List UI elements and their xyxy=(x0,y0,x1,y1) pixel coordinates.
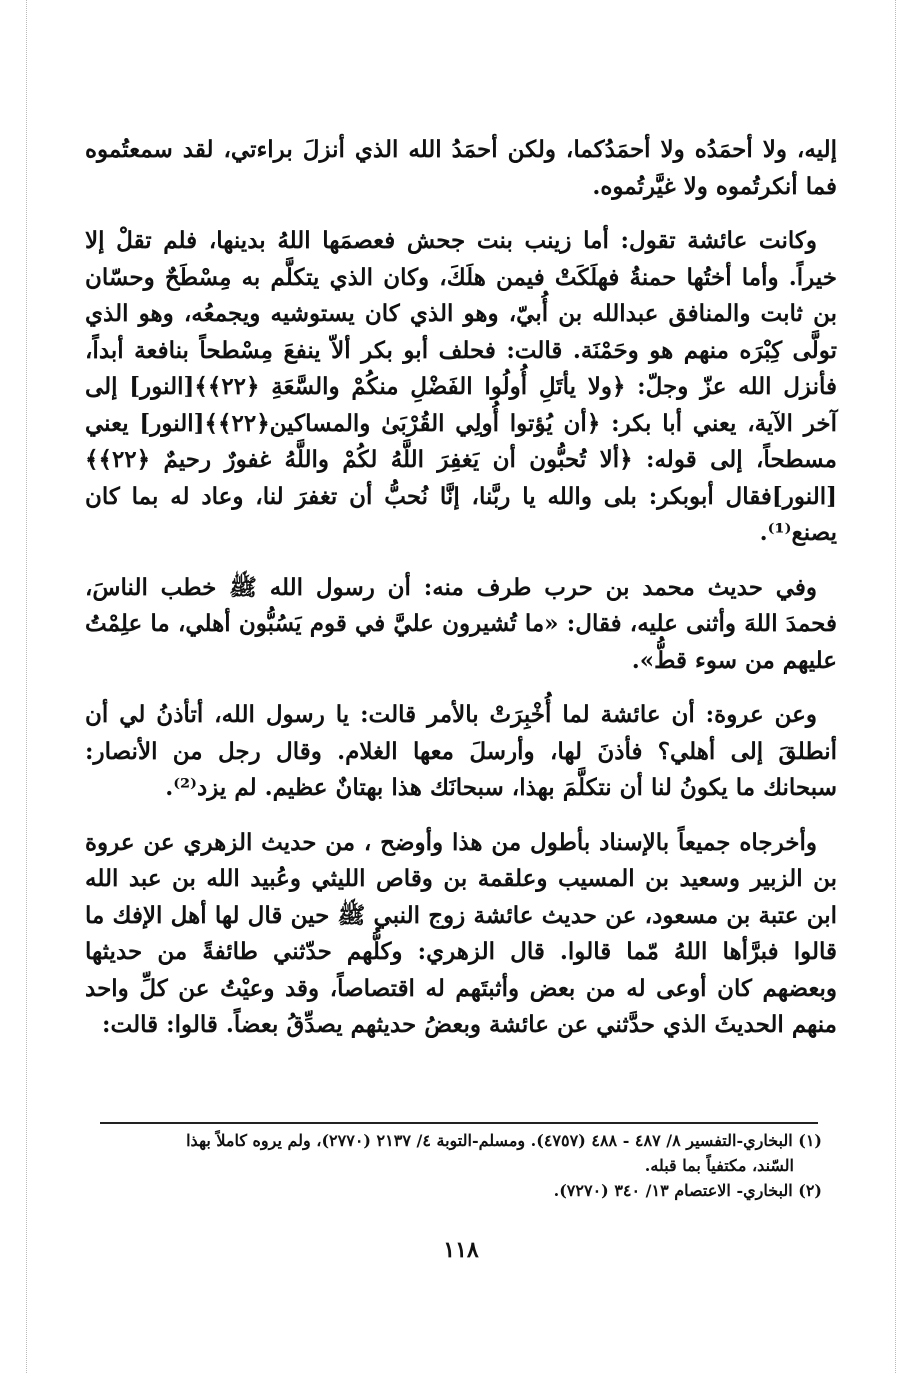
footnotes xyxy=(70,1128,822,1203)
page-number: ١١٨ xyxy=(443,1237,479,1263)
body-text xyxy=(85,132,837,1062)
paragraph-1: إليه، ولا أحمَدُه ولا أحمَدُكما، ولكن أحمَدُ الله الذي أنزلَ براءتي، لقد سمعتُموه فما أنكرتُموه ولا غيَّرتُموه. xyxy=(85,136,837,200)
paragraph-3: وفي حديث محمد بن حرب طرف منه: أن رسول الله ﷺ خطب الناسَ، فحمدَ اللهَ وأثنى عليه، فقال: «ما تُشيرون عليَّ في قوم يَسُبُّون أهلي، ما علِمْتُ عليهم من سوء قطُّ». xyxy=(85,573,837,674)
paragraph-4: وعن عروة: أن عائشة لما أُخْبِرَتْ بالأمر قالت: يا رسول الله، أتأذنُ لي أن أنطلقَ إلى أهلي؟ فأذنَ لها، وأرسلَ معها الغلام. وقال رجل من الأنصار: سبحانك ما يكونُ لنا أن نتكلَّمَ بهذا، سبحانَك هذا بهتانٌ عظيم. لم يزد⁽²⁾. xyxy=(85,701,837,801)
footnote-1-continuation: السّند، مكتفياً بما قبله. xyxy=(644,1156,794,1175)
footnote-divider xyxy=(100,1122,818,1124)
scan-guide-right xyxy=(895,0,896,1373)
scan-guide-left xyxy=(26,0,27,1373)
paragraph-2: وكانت عائشة تقول: أما زينب بنت جحش فعصمَها اللهُ بدينها، فلم تقلْ إلا خيراً. وأما أختُها حمنةُ فهلَكَتْ فيمن هلَكَ، وكان الذي يتكلَّم به مِسْطَحٌ وحسّان بن ثابت والمنافق عبدالله بن أُبيّ، وهو الذي كان يستوشيه ويجمعُه، وهو الذي تولَّى كِبْرَه منهم هو وحَمْنَة. قالت: فحلف أبو بكر ألاّ ينفعَ مِسْطحاً بنافعة أبداً، فأنزل الله عزّ وجلّ: ﴿ولا يأتَلِ أُولُوا الفَضْلِ منكُمْ والسَّعَةِ ﴿٢٢﴾﴾[النور] إلى آخر الآية، يعني أبا بكر: ﴿أن يُؤتوا أُولِي القُرْبَىٰ والمساكين﴿٢٢﴾﴾[النور] يعني مسطحاً، إلى قوله: ﴿ألا تُحبُّون أن يَغفِرَ اللَّهُ لكُمْ واللَّهُ غفورٌ رحيمٌ ﴿٢٢﴾﴾ [النور]فقال أبوبكر: بلى والله يا ربَّنا، إنَّا نُحبُّ أن تغفرَ لنا، وعاد له بما كان يصنع⁽¹⁾. xyxy=(85,227,838,546)
footnote-1: (١) البخاري-التفسير ٨/ ٤٨٧ - ٤٨٨ (٤٧٥٧). ومسلم-التوبة ٤/ ٢١٣٧ (٢٧٧٠)، ولم يروه كاملاً بهذا xyxy=(186,1131,822,1150)
footnote-2: (٢) البخاري- الاعتصام ١٣/ ٣٤٠ (٧٢٧٠). xyxy=(553,1181,822,1200)
paragraph-5: وأخرجاه جميعاً بالإسناد بأطول من هذا وأوضح ، من حديث الزهري عن عروة بن الزبير وسعيد بن المسيب وعلقمة بن وقاص الليثي وعُبيد الله بن عبد الله ابن عتبة بن مسعود، عن حديث عائشة زوج النبي ﷺ حين قال لها أهل الإفك ما قالوا فبرَّأها اللهُ مّما قالوا. قال الزهري: وكلُّهم حدّثني طائفةً من حديثها وبعضهم كان أوعى له من بعض وأثبتَهم له اقتصاصاً، وقد وعيْتُ عن كلِّ واحد منهم الحديثَ الذي حدَّثني عن عائشة وبعضُ حديثهم يصدِّقُ بعضاً. قالوا: قالت: xyxy=(85,828,837,1038)
